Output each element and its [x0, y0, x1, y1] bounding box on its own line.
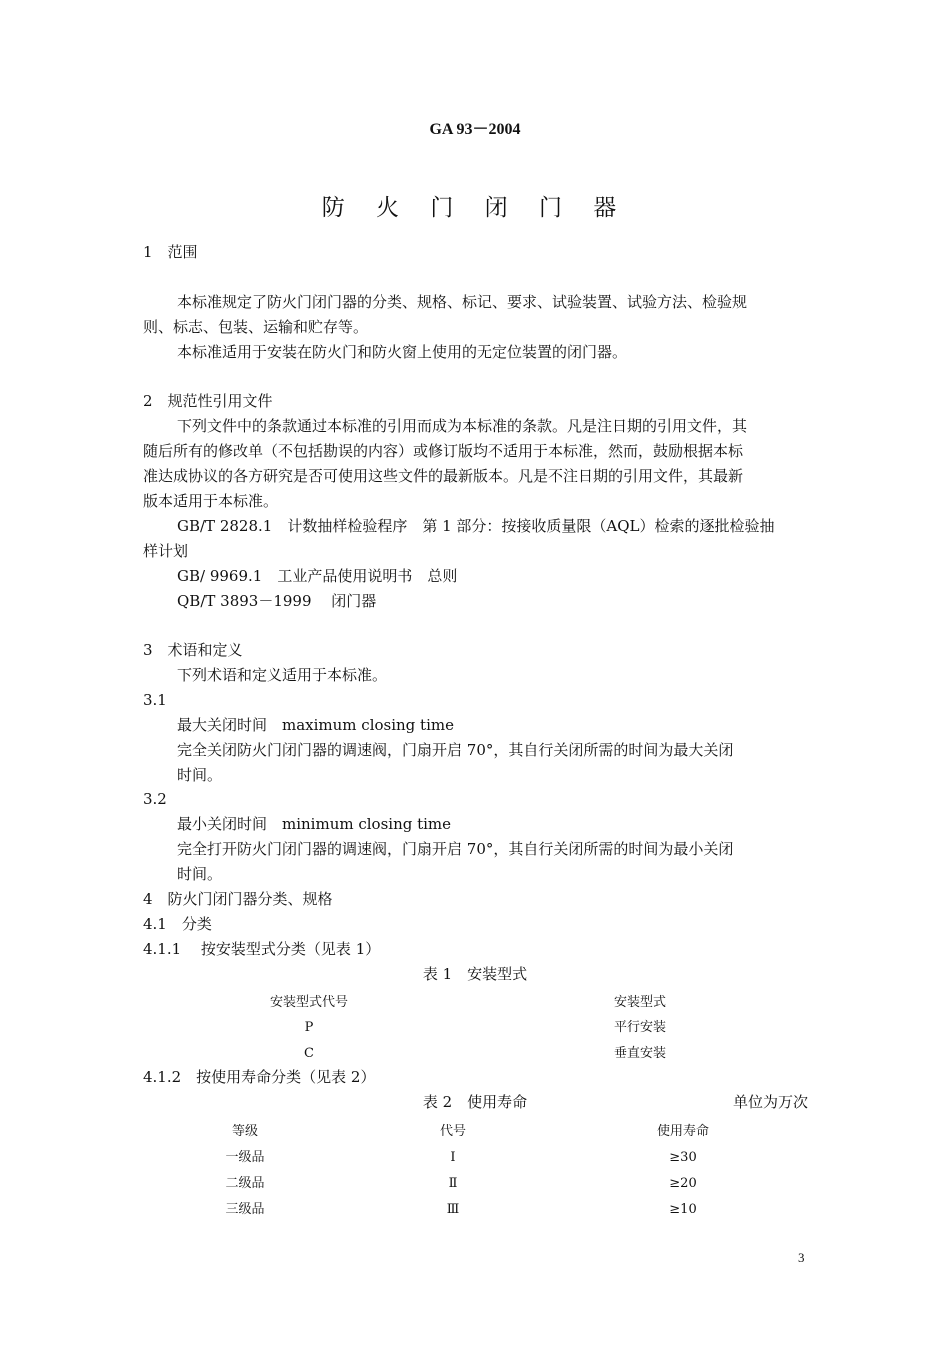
table-2-cell: Ⅲ: [446, 1202, 460, 1217]
table-2-cell: 一级品: [225, 1150, 265, 1165]
section-3-2-definition-line-1: 完全打开防火门闭门器的调速阀，门扇开启 70°，其自行关闭所需的时间为最小关闭: [177, 840, 734, 858]
section-4-1-1-heading: 4.1.1 按安装型式分类（见表 1）: [143, 940, 381, 958]
section-2-paragraph-line-1: 下列文件中的条款通过本标准的引用而成为本标准的条款。凡是注日期的引用文件，其: [177, 417, 748, 435]
section-1-heading: 1 范围: [143, 243, 198, 261]
reference-1-line-1: GB/T 2828.1 计数抽样检验程序 第 1 部分：按接收质量限（AQL）检索的逐批检验抽: [177, 517, 775, 535]
table-2-header-code: 代号: [439, 1124, 466, 1139]
table-2-cell: 三级品: [225, 1202, 265, 1217]
section-1-paragraph-2: 本标准适用于安装在防火门和防火窗上使用的无定位装置的闭门器。: [177, 343, 628, 361]
section-3-2-term: 最小关闭时间 minimum closing time: [177, 815, 452, 833]
section-2-paragraph-line-3: 准达成协议的各方研究是否可使用这些文件的最新版本。凡是不注日期的引用文件，其最新: [143, 467, 744, 485]
section-3-intro: 下列术语和定义适用于本标准。: [177, 666, 388, 684]
standard-code: GA 93－2004: [429, 121, 521, 138]
document-title: 防 火 门 闭 门 器: [321, 195, 629, 221]
section-3-1-number: 3.1: [143, 691, 167, 709]
section-3-1-definition-line-1: 完全关闭防火门闭门器的调速阀，门扇开启 70°，其自行关闭所需的时间为最大关闭: [177, 741, 734, 759]
section-2-paragraph-line-4: 版本适用于本标准。: [143, 492, 279, 510]
table-1-header-type: 安装型式: [613, 995, 666, 1010]
table-2-cell: Ⅰ: [450, 1150, 456, 1165]
table-2-caption: 表 2 使用寿命: [422, 1093, 528, 1111]
section-4-1-heading: 4.1 分类: [143, 915, 212, 933]
section-3-heading: 3 术语和定义: [143, 641, 243, 659]
table-2-cell: ≥30: [669, 1150, 697, 1165]
table-1-cell: P: [304, 1020, 314, 1035]
reference-1-line-2: 样计划: [143, 542, 189, 560]
table-2-unit-note: 单位为万次: [732, 1093, 808, 1111]
section-3-2-definition-line-2: 时间。: [177, 865, 223, 883]
table-2-header-lifespan: 使用寿命: [656, 1124, 709, 1139]
section-4-1-2-heading: 4.1.2 按使用寿命分类（见表 2）: [143, 1068, 376, 1086]
page-number: 3: [798, 1250, 805, 1265]
table-1-cell: 平行安装: [613, 1020, 666, 1035]
section-3-2-number: 3.2: [143, 790, 167, 808]
table-2-header-grade: 等级: [231, 1124, 258, 1139]
table-2-cell: 二级品: [225, 1176, 265, 1191]
reference-3: QB/T 3893－1999 闭门器: [177, 592, 377, 610]
table-1-cell: C: [304, 1046, 314, 1061]
table-2-cell: Ⅱ: [448, 1176, 458, 1191]
table-2-cell: ≥20: [669, 1176, 697, 1191]
table-1-caption: 表 1 安装型式: [422, 965, 528, 983]
reference-2: GB/ 9969.1 工业产品使用说明书 总则: [177, 567, 458, 585]
section-2-paragraph-line-2: 随后所有的修改单（不包括勘误的内容）或修订版均不适用于本标准，然而，鼓励根据本标: [143, 442, 744, 460]
table-1-cell: 垂直安装: [613, 1046, 666, 1061]
section-3-1-term: 最大关闭时间 maximum closing time: [177, 716, 454, 734]
table-1-header-code: 安装型式代号: [269, 995, 348, 1010]
section-3-1-definition-line-2: 时间。: [177, 766, 223, 784]
section-2-heading: 2 规范性引用文件: [143, 392, 273, 410]
table-2-cell: ≥10: [669, 1202, 697, 1217]
section-1-paragraph-1-line-2: 则、标志、包装、运输和贮存等。: [143, 318, 369, 336]
section-4-heading: 4 防火门闭门器分类、规格: [143, 890, 333, 908]
section-1-paragraph-1-line-1: 本标准规定了防火门闭门器的分类、规格、标记、要求、试验装置、试验方法、检验规: [177, 293, 748, 311]
